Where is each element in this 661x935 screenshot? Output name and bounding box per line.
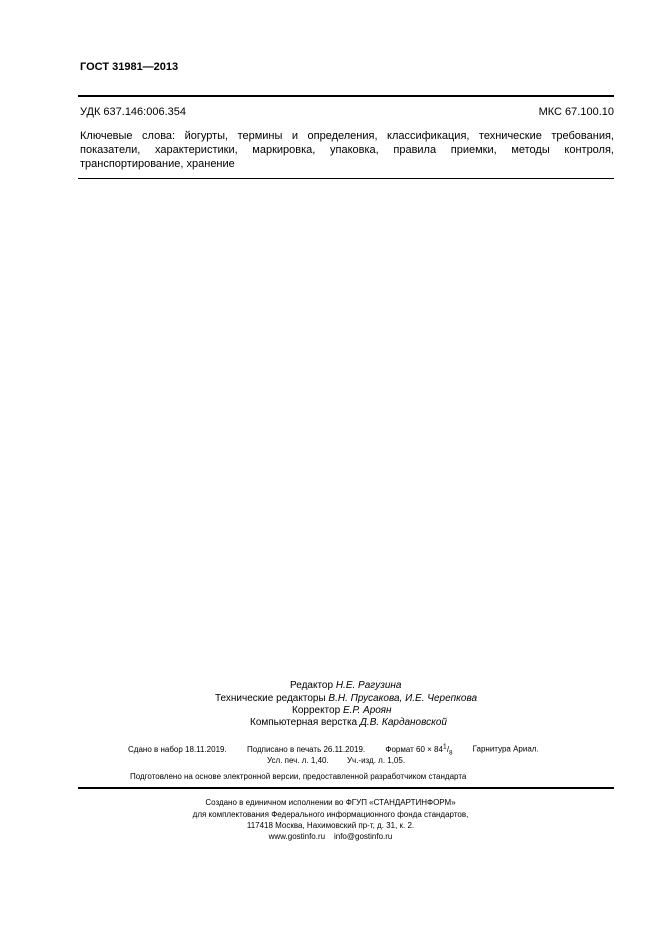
footer-line-1: Создано в единичном исполнении во ФГУП «СТАНДАРТИНФОРМ» bbox=[205, 798, 456, 807]
layout-credit bbox=[250, 717, 447, 728]
bottom-divider bbox=[78, 787, 614, 789]
top-divider bbox=[78, 95, 614, 97]
print-sheets: Усл. печ. л. 1,40. bbox=[267, 756, 329, 765]
tech-editors-label: Технические редакторы bbox=[215, 693, 326, 704]
keywords-paragraph: Ключевые слова: йогурты, термины и определения, классификация, технические требования, показатели, характеристики, маркировка, упаковка, правила приемки, методы контроля, транспортирование, хранение bbox=[80, 130, 614, 170]
corrector-label: Корректор bbox=[292, 705, 341, 716]
typeset-date: Сдано в набор 18.11.2019. bbox=[128, 744, 227, 754]
tech-editors-names: В.Н. Прусакова, И.Е. Черепкова bbox=[328, 693, 478, 704]
layout-name: Д.В. Кардановской bbox=[359, 717, 447, 728]
corrector-name: Е.Р. Ароян bbox=[342, 705, 392, 716]
document-code: ГОСТ 31981—2013 bbox=[80, 61, 179, 73]
editor-credit bbox=[290, 680, 402, 691]
corrector-credit bbox=[292, 705, 391, 716]
mks-code: МКС 67.100.10 bbox=[538, 106, 614, 118]
prepared-note: Подготовлено на основе электронной версии, предоставленной разработчиком стандарта bbox=[130, 772, 467, 781]
editor-label: Редактор bbox=[290, 680, 334, 691]
typeface: Гарнитура Ариал. bbox=[472, 744, 539, 754]
footer-line-2: для комплектования Федерального информационного фонда стандартов, bbox=[192, 810, 469, 819]
footer-line-3: 117418 Москва, Нахимовский пр-т, д. 31, к. 2. bbox=[246, 821, 415, 830]
imprint-line-1 bbox=[128, 743, 539, 756]
imprint-line-2 bbox=[267, 756, 405, 765]
layout-label: Компьютерная верстка bbox=[250, 717, 358, 728]
publisher-sheets: Уч.-изд. л. 1,05. bbox=[346, 756, 406, 765]
paper-format: Формат $60 \times 84^1/_8$ bbox=[385, 743, 453, 757]
middle-divider bbox=[78, 178, 614, 179]
signed-date: Подписано в печать 26.11.2019. bbox=[246, 744, 366, 754]
editor-name: Н.Е. Рагузина bbox=[335, 680, 402, 691]
udk-code: УДК 637.146:006.354 bbox=[80, 106, 186, 118]
tech-editors-credit bbox=[215, 693, 477, 704]
footer-line-4: www.gostinfo.ru info@gostinfo.ru bbox=[268, 832, 393, 841]
